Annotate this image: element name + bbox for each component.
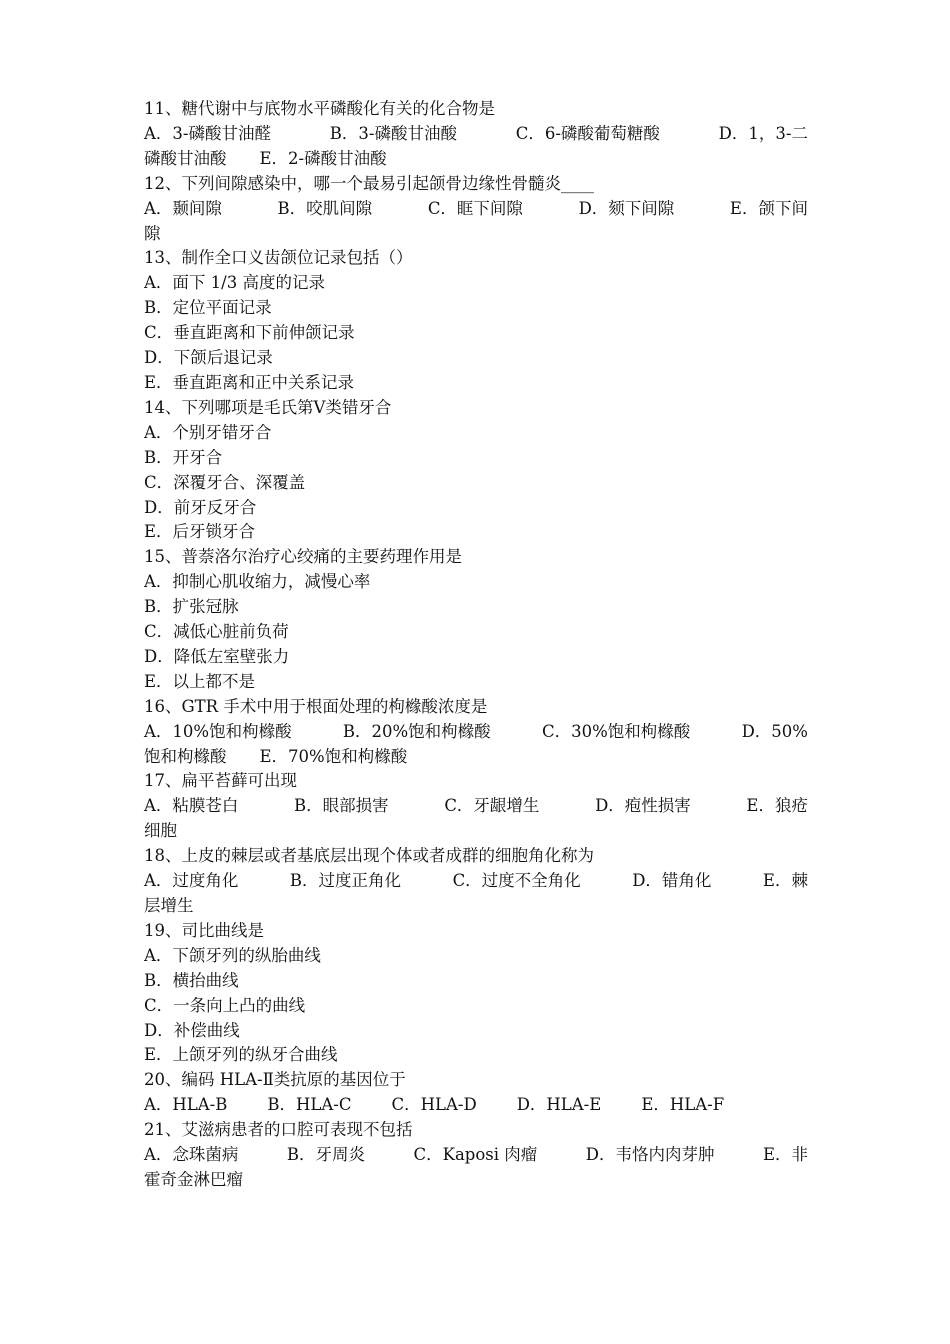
question-stem: 20、编码 HLA-Ⅱ类抗原的基因位于 <box>144 1070 406 1090</box>
option-e: E．以上都不是 <box>144 671 256 691</box>
question-18 <box>144 844 808 919</box>
option-a: A．面下 1/3 高度的记录 <box>144 273 325 293</box>
option-e: E．垂直距离和正中关系记录 <box>144 372 355 392</box>
question-20 <box>144 1068 808 1118</box>
options-row <box>144 122 808 147</box>
question-stem: 14、下列哪项是毛氏第Ⅴ类错牙合 <box>144 397 392 417</box>
question-list <box>144 97 808 1193</box>
option-d: D．韦恪内肉芽肿 <box>585 1145 715 1165</box>
question-stem: 17、扁平苔藓可出现 <box>144 771 297 791</box>
question-stem: 16、GTR 手术中用于根面处理的枸橼酸浓度是 <box>144 696 488 716</box>
question-stem: 18、上皮的棘层或者基底层出现个体或者成群的细胞角化称为 <box>144 846 594 866</box>
options-row <box>144 1143 808 1168</box>
options-continuation: 磷酸甘油酸 E．2-磷酸甘油酸 <box>144 148 387 168</box>
option-e: E．上颌牙列的纵牙合曲线 <box>144 1045 338 1065</box>
options-continuation: 饱和枸橼酸 E．70%饱和枸橼酸 <box>144 746 408 766</box>
option-c: C．6-磷酸葡萄糖酸 <box>515 123 660 143</box>
option-b: B．过度正角化 <box>289 871 402 891</box>
option-b: B．定位平面记录 <box>144 298 272 318</box>
options-continuation: 霍奇金淋巴瘤 <box>144 1169 243 1189</box>
question-19 <box>144 919 808 1068</box>
option-b: B．HLA-C <box>267 1095 352 1115</box>
options-continuation: 层增生 <box>144 896 194 915</box>
option-b: B．开牙合 <box>144 447 223 467</box>
option-e: E．非 <box>762 1145 808 1165</box>
option-d: D．1，3-二 <box>718 123 808 143</box>
option-b: B．牙周炎 <box>286 1145 366 1165</box>
option-d: D．前牙反牙合 <box>144 497 257 517</box>
option-b: B．眼部损害 <box>294 796 389 816</box>
option-c: C．减低心脏前负荷 <box>144 622 289 642</box>
option-a: A．念珠菌病 <box>144 1145 239 1165</box>
option-c: C．牙龈增生 <box>444 796 540 816</box>
options-row <box>144 869 808 894</box>
option-c: C．Kaposi 肉瘤 <box>413 1145 538 1165</box>
options-continuation: 隙 <box>144 223 161 243</box>
option-b: B．咬肌间隙 <box>277 198 373 218</box>
option-c: C．30%饱和枸橼酸 <box>541 721 691 741</box>
option-a: A．粘膜苍白 <box>144 796 239 816</box>
option-b: B．横抬曲线 <box>144 970 239 990</box>
options-continuation: 细胞 <box>144 821 177 841</box>
option-b: B．3-磷酸甘油酸 <box>329 123 457 143</box>
option-a: A．10%饱和枸橼酸 <box>144 721 292 741</box>
options-row <box>144 794 808 819</box>
option-a: A．个别牙错牙合 <box>144 422 272 442</box>
option-d: D．疱性损害 <box>595 796 691 816</box>
question-11 <box>144 97 808 172</box>
option-e: E．HLA-F <box>641 1095 725 1115</box>
option-d: D．降低左室壁张力 <box>144 646 290 666</box>
option-b: B．扩张冠脉 <box>144 597 239 617</box>
option-d: D．补偿曲线 <box>144 1020 240 1040</box>
option-d: D．下颌后退记录 <box>144 348 273 368</box>
question-stem: 11、糖代谢中与底物水平磷酸化有关的化合物是 <box>144 99 495 118</box>
option-a: A．HLA-B <box>144 1095 228 1115</box>
option-c: C．深覆牙合、深覆盖 <box>144 472 306 492</box>
option-a: A．颞间隙 <box>144 198 222 218</box>
question-12 <box>144 172 808 247</box>
option-c: C．HLA-D <box>391 1095 477 1115</box>
option-a: A．下颌牙列的纵胎曲线 <box>144 945 321 965</box>
option-d: D．颏下间隙 <box>578 198 675 218</box>
question-21 <box>144 1118 808 1193</box>
option-c: C．一条向上凸的曲线 <box>144 995 306 1015</box>
option-a: A．过度角化 <box>144 871 239 891</box>
option-d: D．50% <box>741 721 808 741</box>
option-b: B．20%饱和枸橼酸 <box>342 721 491 741</box>
option-c: C．眶下间隙 <box>427 198 523 218</box>
question-stem: 12、下列间隙感染中，哪一个最易引起颌骨边缘性骨髓炎____ <box>144 173 594 193</box>
options-row <box>144 1093 808 1118</box>
option-e: E．颌下间 <box>729 198 808 218</box>
question-stem: 21、艾滋病患者的口腔可表现不包括 <box>144 1120 413 1140</box>
question-stem: 15、普萘洛尔治疗心绞痛的主要药理作用是 <box>144 547 462 567</box>
options-row <box>144 720 808 745</box>
option-a: A．3-磷酸甘油醛 <box>144 123 271 143</box>
options-row <box>144 197 808 222</box>
question-stem: 13、制作全口义齿颌位记录包括（） <box>144 248 413 268</box>
question-16 <box>144 695 808 770</box>
option-e: E．狼疮 <box>746 796 808 816</box>
option-e: E．棘 <box>762 871 808 891</box>
option-e: E．后牙锁牙合 <box>144 522 256 542</box>
option-a: A．抑制心肌收缩力，减慢心率 <box>144 572 371 592</box>
option-d: D．错角化 <box>632 871 712 891</box>
question-13 <box>144 246 808 395</box>
question-17 <box>144 769 808 844</box>
question-15 <box>144 545 808 694</box>
option-c: C．垂直距离和下前伸颌记录 <box>144 323 355 343</box>
question-stem: 19、司比曲线是 <box>144 920 264 940</box>
option-d: D．HLA-E <box>516 1095 602 1115</box>
question-14 <box>144 396 808 545</box>
option-c: C．过度不全角化 <box>452 871 581 891</box>
